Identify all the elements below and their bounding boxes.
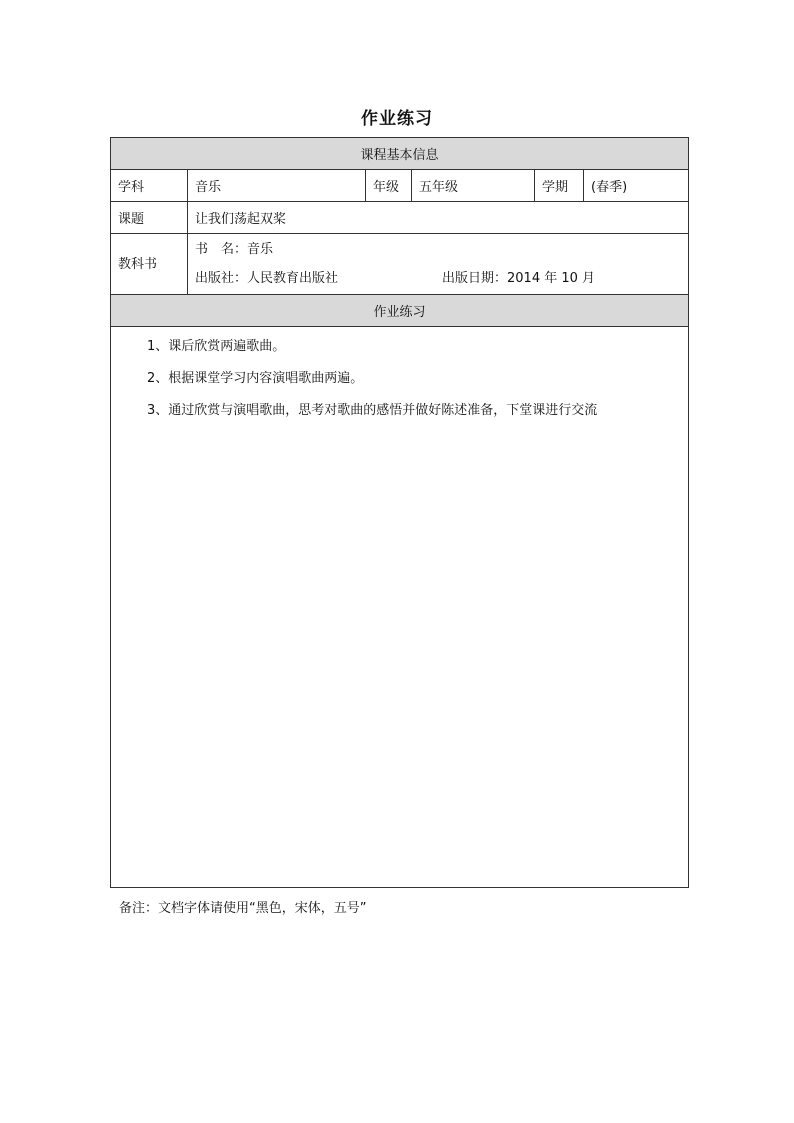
topic-value: 让我们荡起双桨 [188,202,689,234]
basic-info-header: 课程基本信息 [111,138,689,170]
topic-label: 课题 [111,202,188,234]
homework-item: 1、课后欣赏两遍歌曲。 [147,339,286,354]
publisher-line [195,264,681,293]
subject-label: 学科 [111,170,188,202]
homework-header: 作业练习 [111,295,689,327]
homework-item: 3、通过欣赏与演唱歌曲，思考对歌曲的感悟并做好陈述准备，下堂课进行交流 [147,403,598,418]
footer-note: 备注：文档字体请使用“黑色，宋体，五号” [119,901,367,916]
publisher: 出版社：人民教育出版社 [195,271,339,286]
grade-value: 五年级 [412,170,535,202]
book-name: 书 名：音乐 [195,242,274,257]
term-value: (春季) [584,170,689,202]
page-title: 作业练习 [361,109,433,129]
homework-table [110,137,689,888]
textbook-info [188,234,689,295]
term-label: 学期 [535,170,584,202]
homework-content [111,327,689,888]
textbook-label-text: 教科书 [118,256,158,272]
publish-date: 出版日期：2014 年 10 月 [442,271,596,286]
homework-item: 2、根据课堂学习内容演唱歌曲两遍。 [147,371,364,386]
textbook-label [111,234,188,295]
grade-label: 年级 [366,170,412,202]
subject-value: 音乐 [188,170,366,202]
